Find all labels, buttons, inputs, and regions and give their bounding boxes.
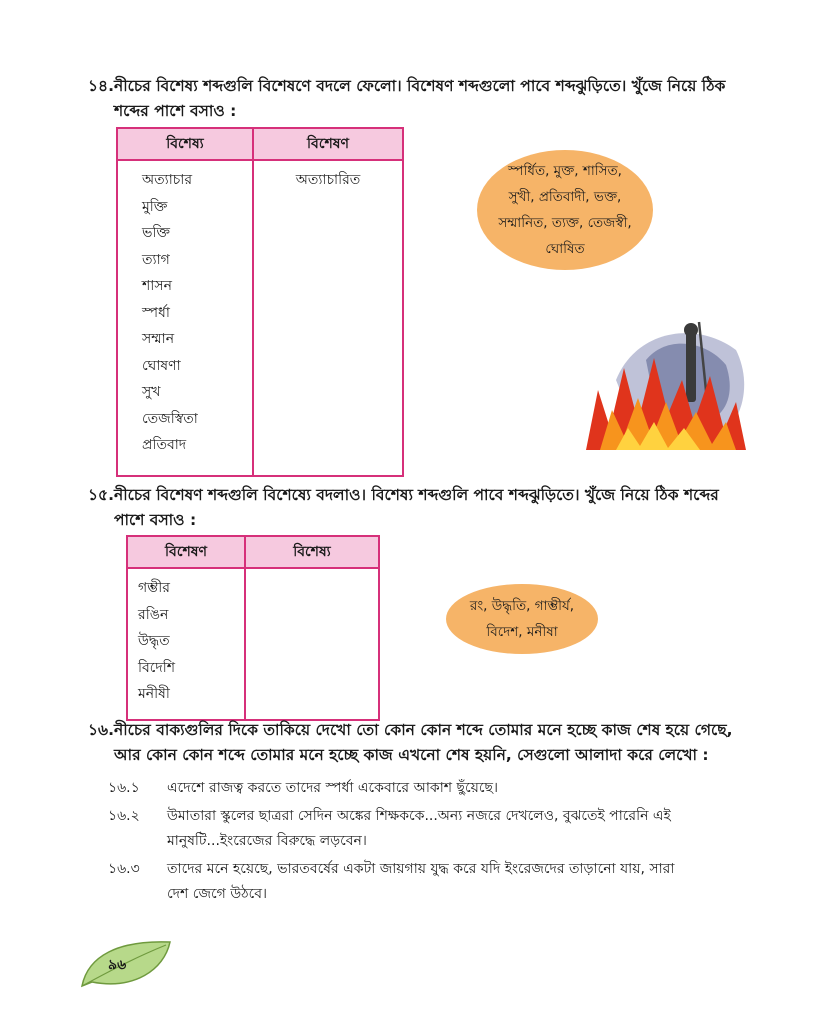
word-basket-line: সুখী, প্রতিবাদী, ভক্ত, xyxy=(508,189,622,205)
item-number: ১৬.১ xyxy=(108,780,140,796)
q15-instruction xyxy=(88,483,808,533)
list-item: তেজস্বিতা xyxy=(142,410,198,427)
list-item: বিদেশি xyxy=(138,659,176,676)
q16-item-1 xyxy=(108,776,788,802)
list-item: স্পর্ধা xyxy=(142,304,170,321)
list-item: উদ্ধৃত xyxy=(138,633,170,649)
fire-illustration xyxy=(576,310,752,460)
item-text: তাদের মনে হয়েছে, ভারতবর্ষের একটা জায়গায় যুদ্ধ করে যদি ইংরেজদের তাড়ানো যায়, সারা xyxy=(167,861,675,877)
list-item: মনীষী xyxy=(138,686,170,702)
list-item: ঘোষণা xyxy=(142,357,181,374)
q14-header-noun: বিশেষ্য xyxy=(117,128,253,160)
q14-table xyxy=(116,127,404,477)
q15-noun-column[interactable] xyxy=(245,568,379,720)
q14-word-basket xyxy=(477,150,653,270)
q15-table xyxy=(126,535,380,721)
q16-item-3 xyxy=(108,857,788,909)
list-item: সম্মান xyxy=(142,331,175,347)
q16-line1: নীচের বাক্যগুলির দিকে তাকিয়ে দেখো তো কোন কোন শব্দে তোমার মনে হচ্ছে কাজ শেষ হয়ে গেছে, xyxy=(114,721,733,739)
list-item: রঙিন xyxy=(138,606,169,623)
q14-line2: শব্দের পাশে বসাও : xyxy=(114,102,237,120)
q16-instruction xyxy=(88,718,808,768)
q15-adjective-column xyxy=(127,568,245,720)
q16-number: ১৬. xyxy=(88,721,115,739)
q14-number: ১৪. xyxy=(88,77,115,95)
list-item: মুক্তি xyxy=(142,198,168,215)
word-basket-line: ঘোষিত xyxy=(545,241,585,257)
word-basket-line: স্পর্ধিত, মুক্ত, শাসিত, xyxy=(508,163,622,179)
q14-adjective-column[interactable] xyxy=(253,160,403,476)
q14-instruction xyxy=(88,74,808,124)
q15-line2: পাশে বসাও : xyxy=(114,511,197,529)
word-basket-line: বিদেশ, মনীষা xyxy=(486,624,558,640)
q15-header-noun: বিশেষ্য xyxy=(245,536,379,568)
q15-header-adjective: বিশেষণ xyxy=(127,536,245,568)
item-text: উমাতারা স্কুলের ছাত্ররা সেদিন অঙ্কের শিক্ষককে...অন্য নজরে দেখলেও, বুঝতেই পারেনি এই xyxy=(167,808,671,824)
list-item: প্রতিবাদ xyxy=(142,437,187,453)
item-number: ১৬.২ xyxy=(108,808,140,824)
q15-word-basket xyxy=(446,584,598,654)
q15-line1: নীচের বিশেষণ শব্দগুলি বিশেষ্যে বদলাও। বিশেষ্য শব্দগুলি পাবে শব্দঝুড়িতে। খুঁজে নিয়ে ঠিক শব্দের xyxy=(114,486,719,504)
q15-number: ১৫. xyxy=(88,486,115,504)
item-text: এদেশে রাজত্ব করতে তাদের স্পর্ধা একেবারে আকাশ ছুঁয়েছে। xyxy=(167,780,498,796)
q14-header-adjective: বিশেষণ xyxy=(253,128,403,160)
list-item: সুখ xyxy=(142,384,161,400)
list-item: গম্ভীর xyxy=(138,580,170,596)
q14-line1: নীচের বিশেষ্য শব্দগুলি বিশেষণে বদলে ফেলো। বিশেষণ শব্দগুলো পাবে শব্দঝুড়িতে। খুঁজে নিয়ে ঠিক xyxy=(114,77,726,95)
page-number: ৯৬ xyxy=(108,957,127,973)
word-basket-line: রং, উদ্ধৃতি, গাম্ভীর্য, xyxy=(469,598,575,614)
word-basket-line: সম্মানিত, ত্যক্ত, তেজস্বী, xyxy=(498,215,632,231)
q16-item-2 xyxy=(108,804,788,856)
list-item: ত্যাগ xyxy=(142,251,170,268)
q14-noun-column xyxy=(117,160,253,476)
q16-line2: আর কোন কোন শব্দে তোমার মনে হচ্ছে কাজ এখনো শেষ হয়নি, সেগুলো আলাদা করে লেখো : xyxy=(114,746,709,764)
item-text: মানুষটি...ইংরেজের বিরুদ্ধে লড়বেন। xyxy=(167,833,367,849)
list-item: অত্যাচার xyxy=(142,172,193,188)
item-text: দেশ জেগে উঠবে। xyxy=(167,886,268,902)
answer-cell: অত্যাচারিত xyxy=(295,172,361,188)
list-item: শাসন xyxy=(142,278,172,294)
item-number: ১৬.৩ xyxy=(108,861,140,877)
list-item: ভক্তি xyxy=(142,225,171,241)
